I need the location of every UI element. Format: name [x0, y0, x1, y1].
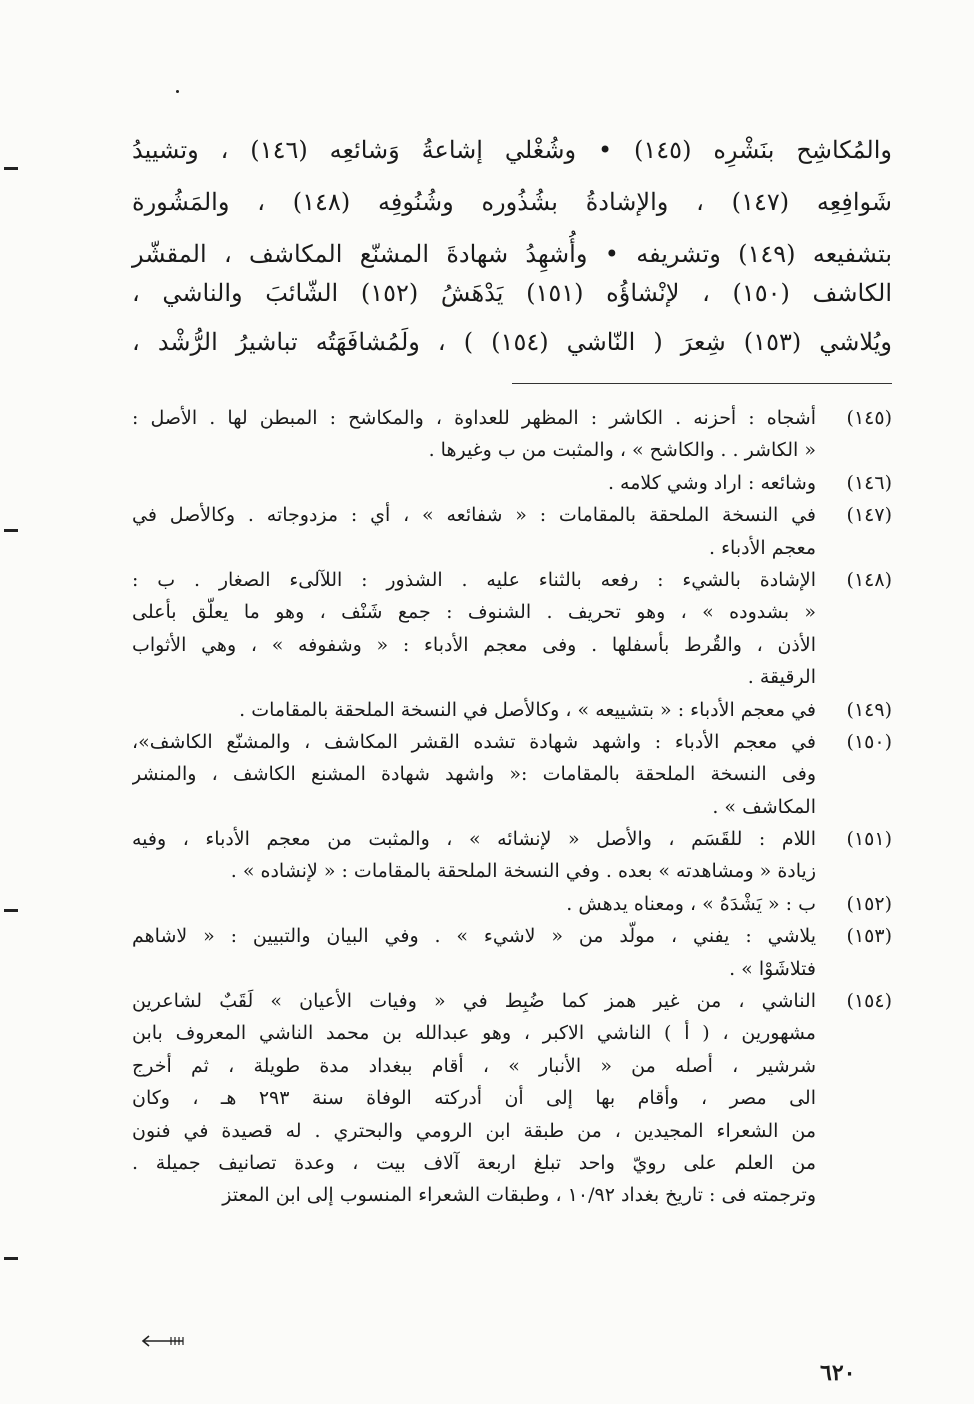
margin-mark: [4, 909, 18, 912]
footnote-line: الى مصر ، وأقام بها إلى أن أدركته الوفاة سنة ٢٩٣ هـ ، وكان: [132, 1087, 816, 1110]
footnote: [132, 499, 892, 564]
footnote-line: « الكاشر . . والكاشح » ، والمثبت من ب وغيرها .: [428, 439, 816, 462]
footnote-line: الرقيقة .: [747, 666, 816, 689]
main-text-line: الكاشف (١٥٠) ، لإنْشاؤُه (١٥١) يَدْهَشُ (١٥٢) الشّائبَ والناشي ،: [132, 279, 893, 307]
footnote-line: فتلاشَوْا » .: [729, 957, 816, 980]
footnote-number: (١٥٠): [846, 730, 892, 753]
footnote: [132, 402, 892, 467]
footnote: [132, 467, 892, 499]
footnote-line: في النسخة الملحقة بالمقامات : « شفائعه » ، أي : مزدوجاته . وكالأصل في: [132, 504, 816, 527]
page-number: ٦٢٠: [820, 1360, 856, 1386]
footnote: [132, 564, 892, 694]
footnote-line: اللام : للقَسَم ، والأصل « لإنشائه » ، والمثبت من معجم الأدباء ، وفيه: [132, 828, 816, 851]
footnote-number: (١٥٤): [846, 990, 892, 1013]
footnote-line: الإشادة بالشيء : رفعه بالثناء عليه . الشذور : اللآلىء الصغار . ب :: [132, 568, 816, 591]
footnote-line: من العلم على رويّ واحد تبلغ اربعة آلاف بيت ، وعدة تصانيف جميلة .: [132, 1151, 816, 1174]
footnote: [132, 823, 892, 888]
footnote-line: معجم الأدباء .: [709, 536, 816, 559]
footnote-number: (١٤٧): [846, 504, 892, 527]
footnote: [132, 694, 892, 726]
footnote: [132, 985, 892, 1212]
footnote-line: من الشعراء المجيدين ، من طبقة ابن الرومي والبحتري . له قصيدة في فنون: [132, 1119, 816, 1142]
footnote-line: « بشدوده » ، وهو تحريف . الشنوف : جمع شَنْف ، وهو ما يعلّق بأعلى: [132, 601, 816, 624]
footnote-line: وشائعه : اراد وشي كلامه .: [607, 471, 816, 494]
margin-mark: [4, 529, 18, 532]
footnote-number: (١٤٥): [846, 407, 892, 429]
footnote-line: المكاشف » .: [712, 795, 816, 818]
main-text-line: ويُلاشي (١٥٣) شِعرَ ( النّاشي (١٥٤) ) ، ولَمُشافَهَتُه تباشيرُ الرُّشْد ،: [132, 328, 892, 356]
footnote-line: مشهورين ، ( أ ) الناشي الاكبر ، وهو عبدالله بن محمد الناشي المعروف بابن: [132, 1022, 816, 1045]
main-text-line: شَوافِعِه (١٤٧) ، والإشادةُ بشُذُوره وشُنُوفِه (١٤٨) ، والمَشُورة: [132, 188, 892, 216]
footnote-line: شرشير ، أصله من « الأنبار » ، أقام ببغداد مدة طويلة ، ثم أخرج: [132, 1054, 816, 1077]
stray-dot: [176, 90, 179, 93]
footnote: [132, 920, 892, 985]
margin-mark: [4, 167, 18, 170]
footnote-line: الأذن ، والقُرط بأسفلها . وفى معجم الأدباء : « وشفوفه » ، وهي الأثواب: [132, 633, 816, 656]
footnotes: [132, 402, 892, 1212]
main-text-line: والمُكاشِح بنَشْرِه (١٤٥) • وشُغْلي إشاعةُ وَشائعِه (١٤٦) ، وتشييدُ: [132, 136, 892, 164]
footnote-line: في معجم الأدباء : « بتشييعه » ، وكالأصل في النسخة الملحقة بالمقامات .: [239, 698, 816, 721]
main-text-line: بتشفيعه (١٤٩) وتشريفه • وأُشهِدُ شهادةَ المشنّع المكاشف ، المقشّر: [132, 240, 892, 268]
footnote-line: زيادة « ومشاهدته » بعده . وفي النسخة الملحقة بالمقامات : « لإنشاده » .: [230, 860, 816, 883]
footnote-line: وفى النسخة الملحقة بالمقامات :« واشهد شهادة المشنع الكاشف ، والمنشر: [132, 763, 816, 786]
footnote-line: ب : « يَشْدَهُ » ، ومعناه يدهش .: [566, 892, 816, 915]
footnote-number: (١٤٩): [846, 698, 892, 721]
footnote-line: الناشي ، من غير همز كما ضُبِط في « وفيات الأعيان » لَقَبٌ لشاعرين: [132, 990, 816, 1013]
footnote-separator: [512, 383, 892, 384]
footnote-line: في معجم الأدباء : واشهد شهادة تشده القشر المكاشف ، والمشنّع الكاشف»،: [132, 730, 816, 753]
footnote-line: يلاشي : يفني ، مولّد من « لاشيء » . وفي البيان والتبيين : « لاشاهم: [132, 925, 816, 948]
footnote-number: (١٤٦): [846, 471, 892, 494]
footnote: [132, 888, 892, 920]
arrow-left-icon: [141, 1335, 185, 1347]
footnote-number: (١٥٣): [846, 925, 892, 948]
footnote-number: (١٥١): [846, 828, 892, 851]
footnote-number: (١٥٢): [846, 892, 892, 915]
footnote-line: أشجاه : أحزنه . الكاشر : المظهر للعداوة ، والمكاشح : المبطن لها . الأصل :: [132, 407, 816, 429]
footnote-number: (١٤٨): [846, 568, 892, 591]
margin-mark: [4, 1257, 18, 1260]
footnote-line: وترجمته فى : تاريخ بغداد ١٠/٩٢ ، وطبقات الشعراء المنسوب إلى ابن المعتز: [222, 1184, 816, 1207]
footnote: [132, 726, 892, 823]
